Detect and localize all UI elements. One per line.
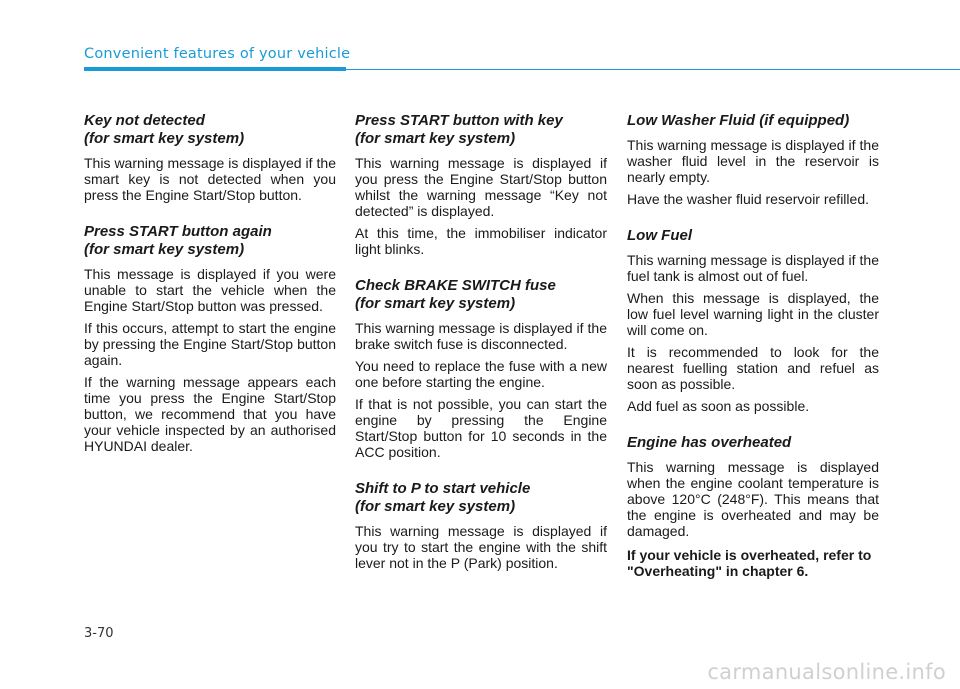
section-heading (355, 112, 607, 148)
paragraph: This warning message is displayed if you try to start the engine with the shift lever not in the P (Park) position. (355, 523, 607, 571)
heading-line: Shift to P to start vehicle (355, 480, 531, 497)
paragraph: This warning message is displayed if you press the Engine Start/Stop button whilst the warning message “Key not detected” is displayed. (355, 155, 607, 219)
section-heading (355, 480, 607, 516)
heading-line: Low Fuel (627, 227, 692, 244)
paragraph: Add fuel as soon as possible. (627, 398, 810, 414)
section-heading (355, 277, 607, 313)
section-heading (627, 112, 879, 130)
heading-line: (for smart key system) (84, 241, 245, 258)
heading-line: Press START button with key (355, 112, 563, 129)
header-rule (346, 69, 960, 70)
paragraph: It is recommended to look for the nearest fuelling station and refuel as soon as possible. (627, 344, 879, 392)
paragraph: When this message is displayed, the low fuel level warning light in the cluster will come on. (627, 290, 879, 338)
paragraph: This warning message is displayed when the engine coolant temperature is above 120°C (248°F). This means that the engine is overheated and may be damaged. (627, 459, 879, 539)
paragraph: If the warning message appears each time you press the Engine Start/Stop button, we recommend that you have your vehicle inspected by an authorised HYUNDAI dealer. (84, 374, 336, 454)
paragraph: Have the washer fluid reservoir refilled. (627, 191, 869, 207)
page-number: 3-70 (84, 626, 114, 641)
heading-line: Key not detected (84, 112, 205, 129)
heading-line: (for smart key system) (84, 130, 245, 147)
paragraph: This warning message is displayed if the brake switch fuse is disconnected. (355, 320, 607, 352)
heading-line: (for smart key system) (355, 295, 516, 312)
paragraph: You need to replace the fuse with a new one before starting the engine. (355, 358, 607, 390)
column-left (84, 112, 336, 474)
section-press-start-again (84, 223, 336, 454)
heading-line: Low Washer Fluid (if equipped) (627, 112, 850, 129)
section-engine-overheated (627, 434, 879, 579)
paragraph: This warning message is displayed if the fuel tank is almost out of fuel. (627, 252, 879, 284)
heading-line: (for smart key system) (355, 498, 516, 515)
overheating-note: If your vehicle is overheated, refer to "Overheating" in chapter 6. (627, 547, 872, 579)
section-key-not-detected (84, 112, 336, 203)
section-heading (84, 223, 336, 259)
heading-line: Engine has overheated (627, 434, 792, 451)
column-middle (355, 112, 607, 591)
paragraph: If this occurs, attempt to start the engine by pressing the Engine Start/Stop button again. (84, 320, 336, 368)
watermark: carmanualsonline.info (707, 660, 946, 684)
paragraph: This warning message is displayed if the washer fluid level in the reservoir is nearly empty. (627, 137, 879, 185)
header-accent-bar (84, 67, 346, 71)
section-check-brake-switch-fuse (355, 277, 607, 460)
column-right (627, 112, 879, 599)
section-press-start-with-key (355, 112, 607, 257)
paragraph: This message is displayed if you were unable to start the vehicle when the Engine Start/Stop button was pressed. (84, 266, 336, 314)
section-heading (627, 434, 879, 452)
heading-line: Check BRAKE SWITCH fuse (355, 277, 556, 294)
section-heading (627, 227, 879, 245)
paragraph: This warning message is displayed if the smart key is not detected when you press the Engine Start/Stop button. (84, 155, 336, 203)
section-low-washer-fluid (627, 112, 879, 207)
section-shift-to-p (355, 480, 607, 571)
section-heading (84, 112, 336, 148)
heading-line: Press START button again (84, 223, 272, 240)
paragraph: If that is not possible, you can start the engine by pressing the Engine Start/Stop button for 10 seconds in the ACC position. (355, 396, 607, 460)
heading-line: (for smart key system) (355, 130, 516, 147)
paragraph: At this time, the immobiliser indicator light blinks. (355, 225, 607, 257)
header-title: Convenient features of your vehicle (84, 46, 351, 62)
section-low-fuel (627, 227, 879, 414)
